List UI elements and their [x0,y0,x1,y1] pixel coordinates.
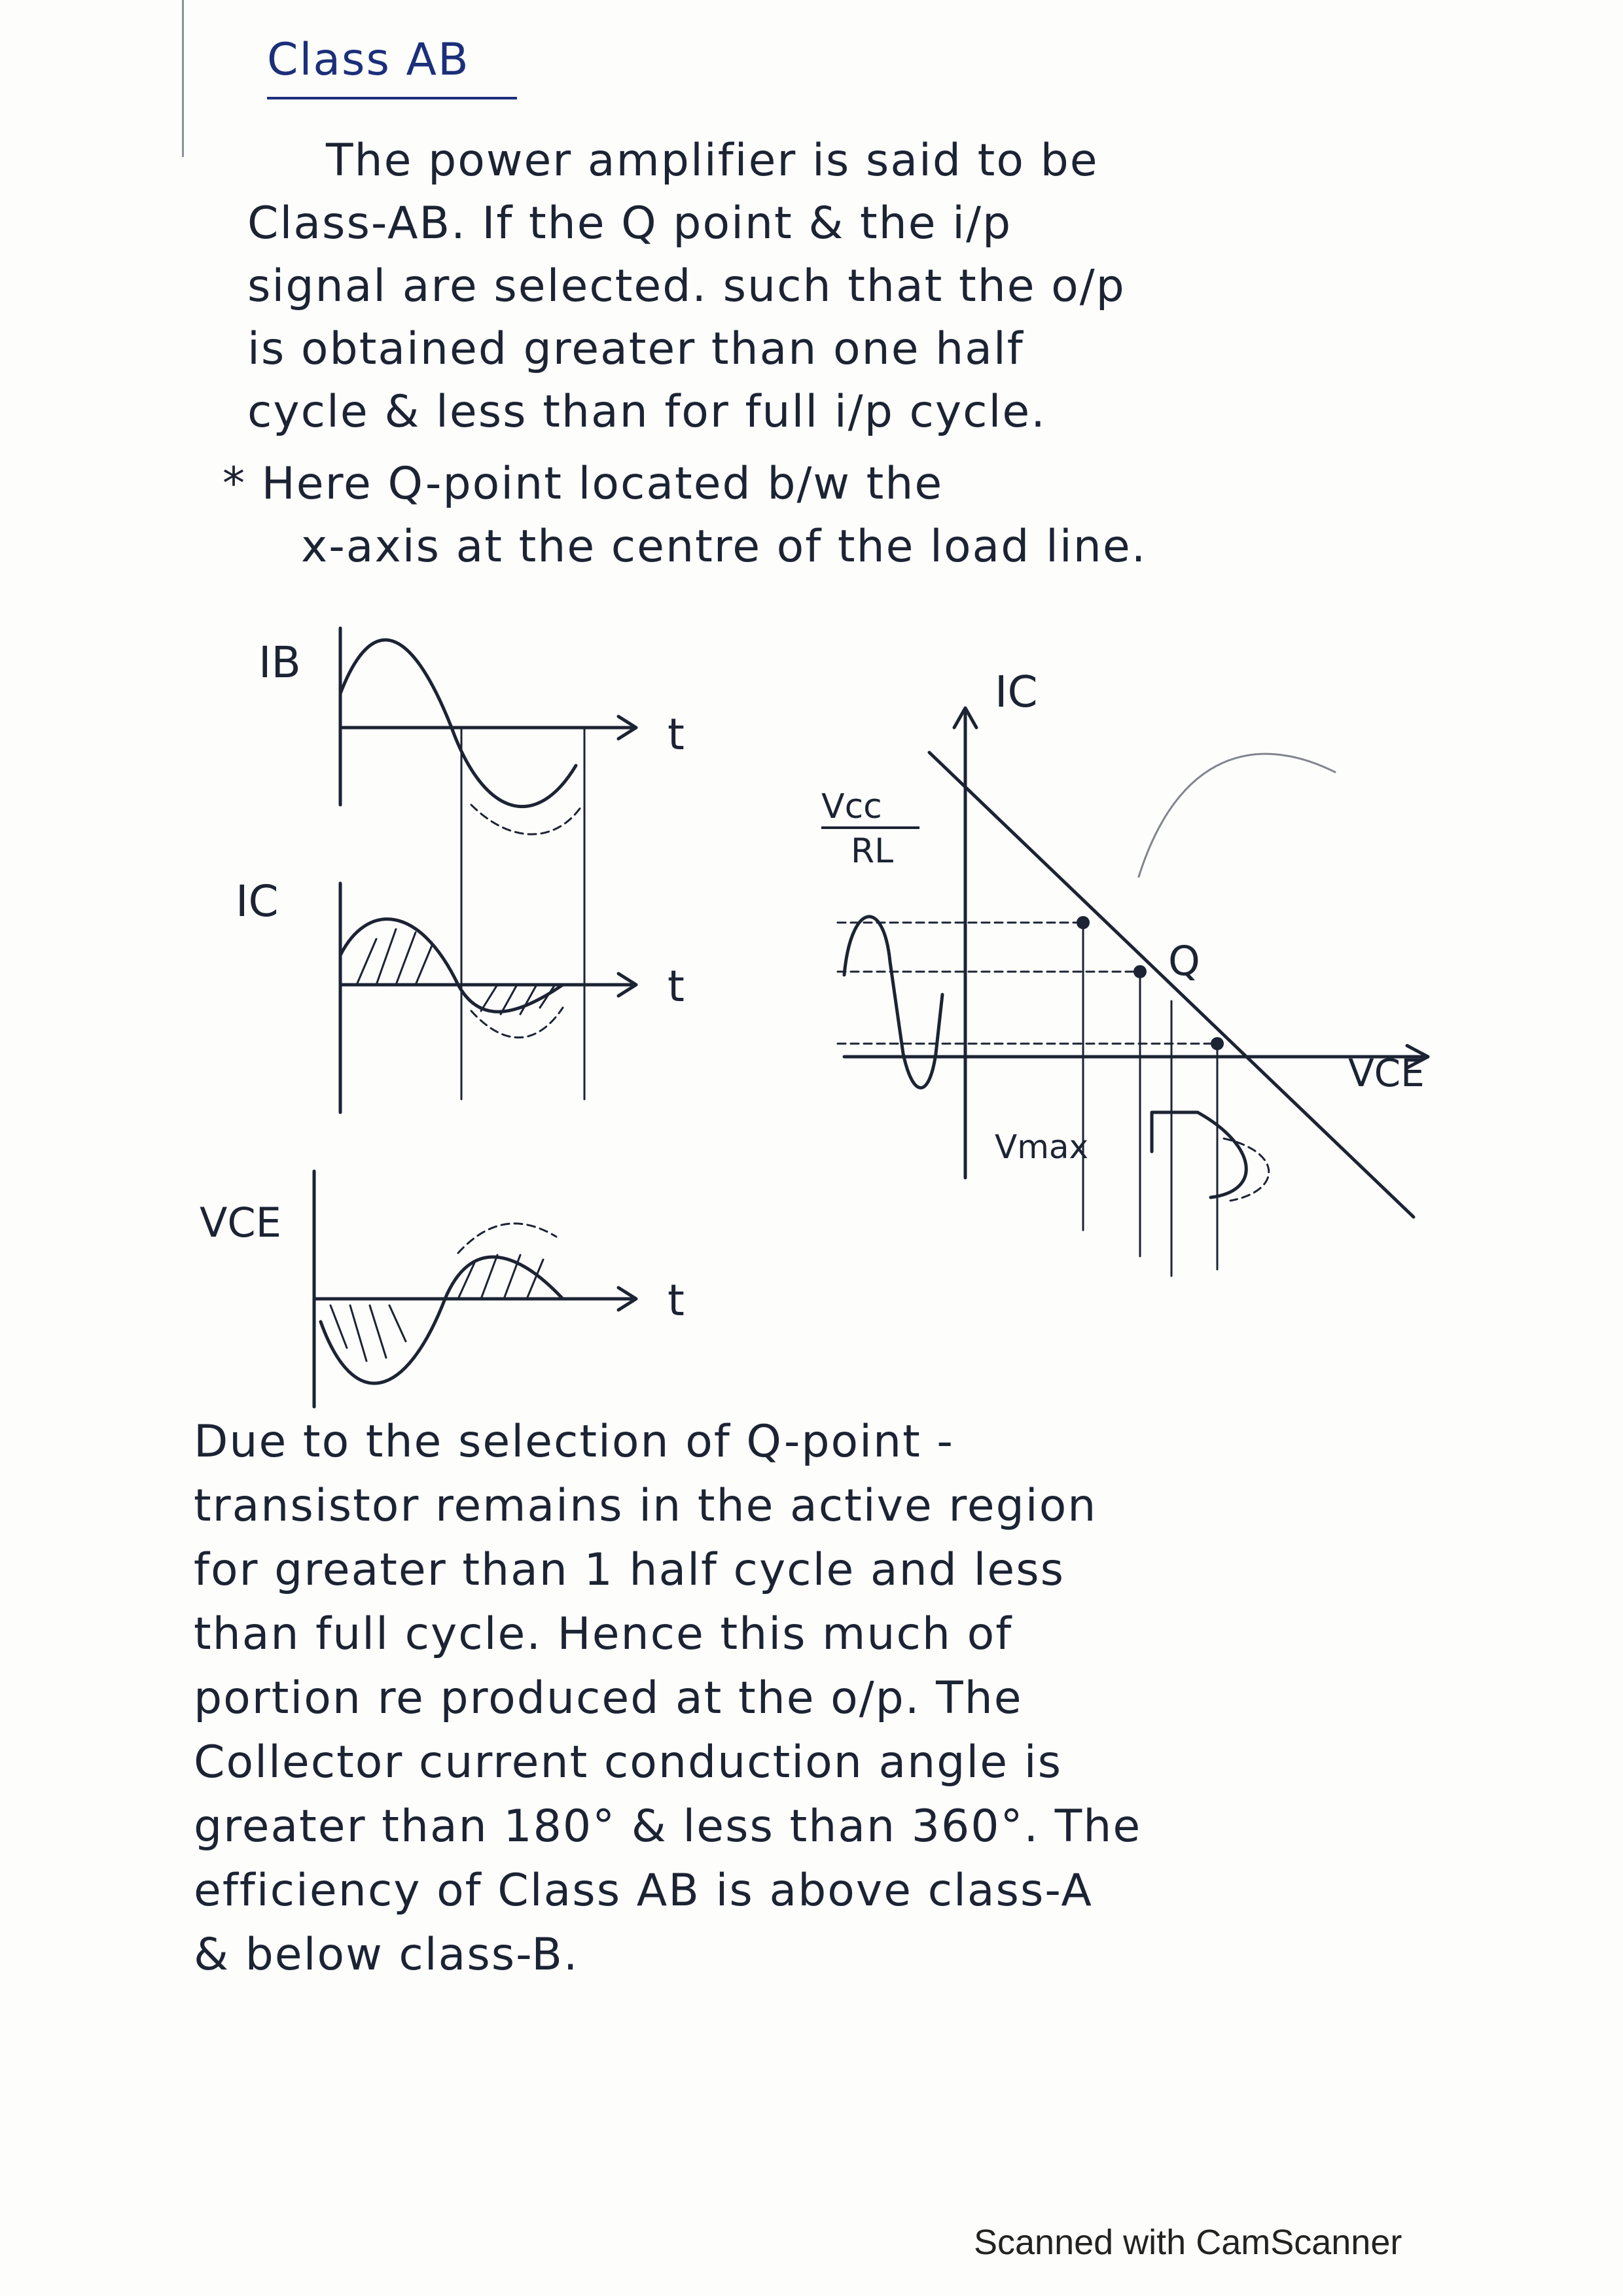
time-label-1: t [668,709,685,760]
ic-left-label: IC [236,876,279,927]
text-line: & below class-B. [194,1929,579,1981]
text-line: transistor remains in the active region [194,1480,1097,1532]
text-line: cycle & less than for full i/p cycle. [247,386,1046,438]
ic-clipped-dashes [471,1008,563,1038]
text-line: * Here Q-point located b/w the [223,458,944,510]
text-line: Collector current conduction angle is [194,1737,1063,1788]
page-title: Class AB [267,34,470,86]
time-label-2: t [668,961,685,1012]
vce-waveform [321,1257,563,1383]
vce-clipped-dashes [458,1224,556,1253]
ghost-curve [1139,754,1335,877]
vcc-label: Vcc [821,787,882,826]
q-label: Q [1168,937,1200,985]
text-line: efficiency of Class AB is above class-A [194,1865,1093,1916]
text-line: portion re produced at the o/p. The [194,1672,1023,1724]
ib-label: IB [259,637,301,688]
vce-left-label: VCE [200,1199,281,1246]
point-upper [1077,916,1090,929]
vce-hatching [330,1255,543,1361]
ic-axis-label: IC [995,667,1038,717]
vmax-label: Vmax [995,1128,1089,1166]
text-line: signal are selected. such that the o/p [247,260,1126,312]
explanation-paragraph [194,1410,1437,1987]
text-line: greater than 180° & less than 360°. The [194,1801,1142,1852]
output-wave [1152,1112,1246,1197]
ib-sine-wave [340,640,576,807]
time-label-3: t [668,1275,685,1326]
text-line: The power amplifier is said to be [326,135,1099,186]
text-line: Class-AB. If the Q point & the i/p [247,198,1012,249]
q-point [1133,965,1147,978]
text-line: for greater than 1 half cycle and less [194,1544,1065,1596]
ib-clipped-dashes [471,805,582,834]
text-line: than full cycle. Hence this much of [194,1608,1013,1660]
text-line: x-axis at the centre of the load line. [301,521,1147,573]
input-wave-left [844,917,942,1088]
point-lower [1211,1037,1224,1050]
rl-label: RL [851,832,894,871]
text-line: is obtained greater than one half [247,323,1024,375]
load-line-points [1077,916,1224,1050]
vce-axis-label: VCE [1348,1051,1425,1095]
ic-hatching [357,929,555,1014]
text-line: Due to the selection of Q-point - [194,1416,954,1468]
scanner-watermark: Scanned with CamScanner [974,2223,1402,2262]
